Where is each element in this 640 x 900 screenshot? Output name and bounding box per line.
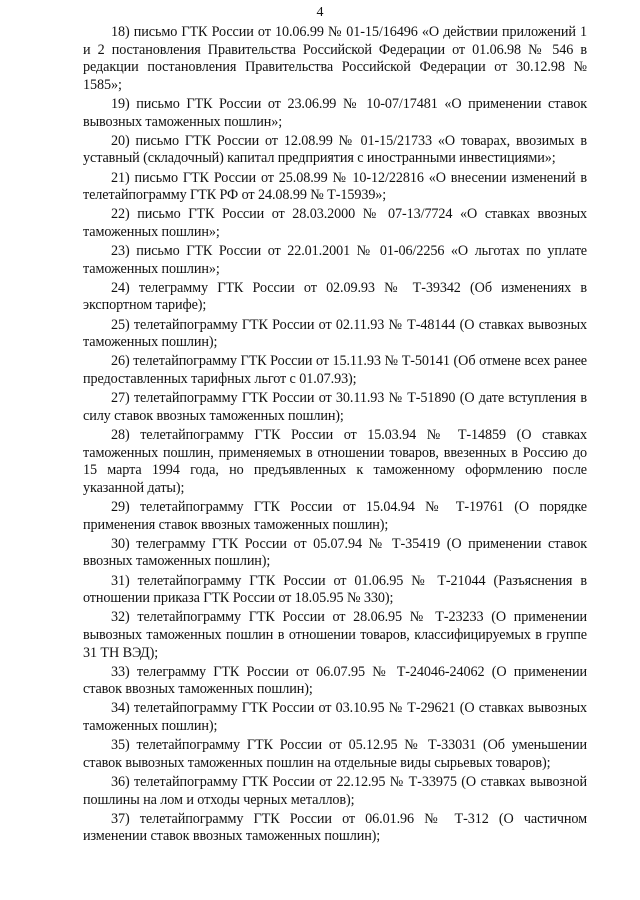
list-item: 27) телетайпограмму ГТК России от 30.11.93 № Т-51890 (О дате вступления в силу ставок ввозных таможенных пошлин);	[83, 390, 587, 424]
list-item: 36) телетайпограмму ГТК России от 22.12.95 № Т-33975 (О ставках вывозной пошлины на лом и отходы черных металлов);	[83, 774, 587, 808]
list-item: 28) телетайпограмму ГТК России от 15.03.94 № Т-14859 (О ставках таможенных пошлин, применяемых в отношении товаров, ввезенных в Россию до 15 марта 1994 года, но предъявленных к таможенному оформлению после указанной даты);	[83, 427, 587, 496]
list-item: 29) телетайпограмму ГТК России от 15.04.94 № Т-19761 (О порядке применения ставок ввозных таможенных пошлин);	[83, 498, 587, 533]
list-item: 21) письмо ГТК России от 25.08.99 № 10-12/22816 «О внесении изменений в телетайпограмму ГТК РФ от 24.08.99 № Т-15939»;	[83, 169, 587, 204]
list-item: 37) телетайпограмму ГТК России от 06.01.96 № Т-312 (О частичном изменении ставок ввозных таможенных пошлин);	[83, 810, 587, 845]
list-item: 24) телеграмму ГТК России от 02.09.93 № Т-39342 (Об изменениях в экспортном тарифе);	[83, 279, 587, 314]
list-item: 30) телеграмму ГТК России от 05.07.94 № Т-35419 (О применении ставок ввозных таможенных пошлин);	[83, 535, 587, 570]
document-list	[83, 24, 587, 848]
list-item: 33) телеграмму ГТК России от 06.07.95 № Т-24046-24062 (О применении ставок ввозных таможенных пошлин);	[83, 663, 587, 698]
list-item: 34) телетайпограмму ГТК России от 03.10.95 № Т-29621 (О ставках вывозных таможенных пошлин);	[83, 700, 587, 735]
list-item: 31) телетайпограмму ГТК России от 01.06.95 № Т-21044 (Разъяснения в отношении приказа ГТК России от 18.05.95 № 330);	[83, 572, 587, 607]
list-item: 22) письмо ГТК России от 28.03.2000 № 07-13/7724 «О ставках ввозных таможенных пошлин»;	[83, 206, 587, 240]
list-item: 20) письмо ГТК России от 12.08.99 № 01-15/21733 «О товарах, ввозимых в уставный (складочный) капитал предприятия с иностранными инвестициями»;	[83, 132, 587, 167]
list-item: 18) письмо ГТК России от 10.06.99 № 01-15/16496 «О действии приложений 1 и 2 постановления Правительства Российской Федерации от 01.06.98 № 546 в редакции постановления Правительства Российской Федерации от 30.12.98 № 1585»;	[83, 24, 587, 93]
list-item: 25) телетайпограмму ГТК России от 02.11.93 № Т-48144 (О ставках вывозных таможенных пошлин);	[83, 316, 587, 351]
list-item: 26) телетайпограмму ГТК России от 15.11.93 № Т-50141 (Об отмене всех ранее предоставленных тарифных льгот с 01.07.93);	[83, 353, 587, 388]
list-item: 23) письмо ГТК России от 22.01.2001 № 01-06/2256 «О льготах по уплате таможенных пошлин»;	[83, 243, 587, 277]
list-item: 35) телетайпограмму ГТК России от 05.12.95 № Т-33031 (Об уменьшении ставок вывозных таможенных пошлин на отдельные виды сырьевых товаров);	[83, 737, 587, 771]
list-item: 32) телетайпограмму ГТК России от 28.06.95 № Т-23233 (О применении вывозных таможенных пошлин в отношении товаров, классифицируемых в группе 31 ТН ВЭД);	[83, 609, 587, 661]
list-item: 19) письмо ГТК России от 23.06.99 № 10-07/17481 «О применении ставок вывозных таможенных пошлин»;	[83, 95, 587, 130]
page-number: 4	[316, 5, 324, 20]
